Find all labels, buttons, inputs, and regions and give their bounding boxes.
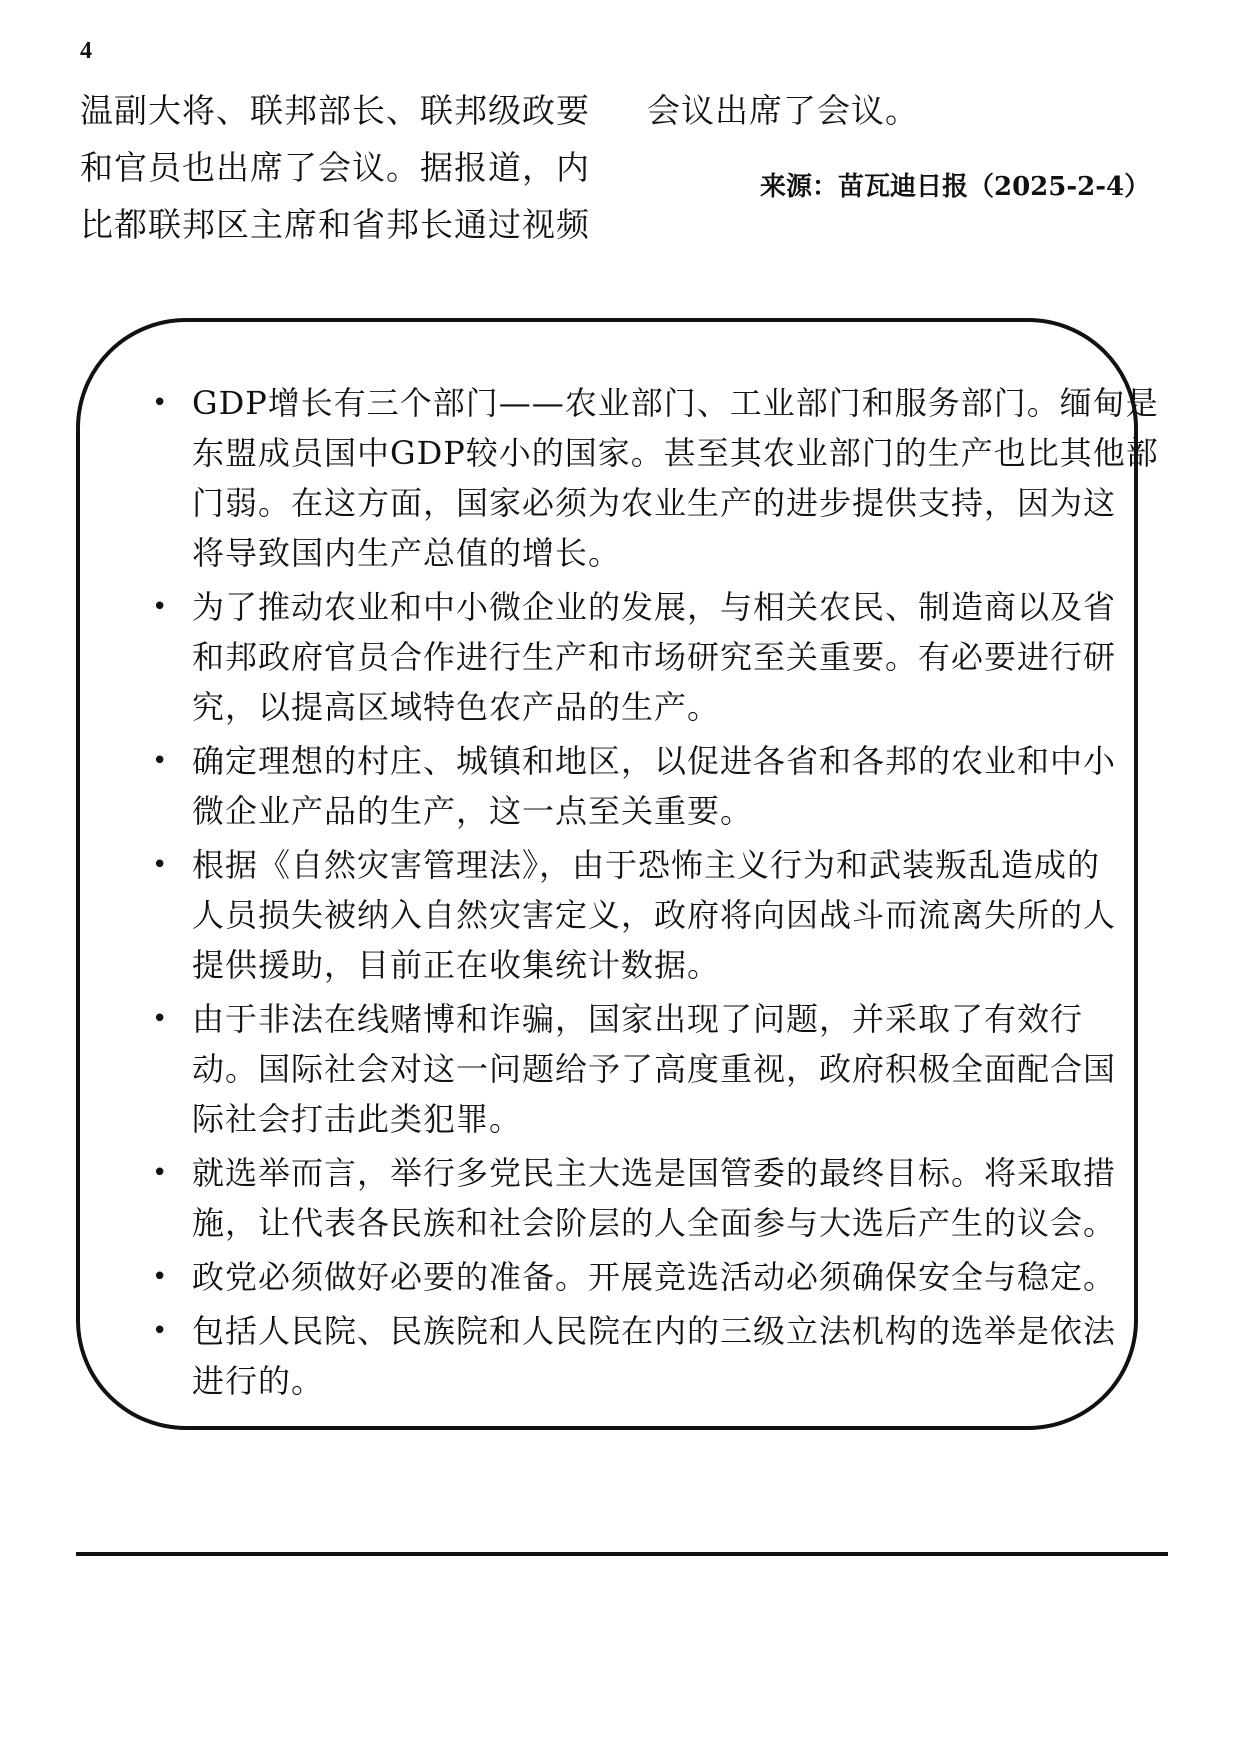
summary-item bbox=[152, 582, 1132, 732]
summary-item bbox=[152, 378, 1159, 578]
bullet-icon: • bbox=[152, 388, 168, 418]
summary-item-text bbox=[192, 1252, 1132, 1302]
bullet-icon: • bbox=[152, 1316, 168, 1346]
summary-line: 际社会打击此类犯罪。 bbox=[192, 1100, 523, 1138]
bullet-icon: • bbox=[152, 592, 168, 622]
article-text-right-column bbox=[647, 82, 1167, 139]
article-line: 会议出席了会议。 bbox=[647, 91, 919, 130]
summary-item bbox=[152, 1306, 1132, 1406]
summary-line: 就选举而言，举行多党民主大选是国管委的最终目标。将采取措 bbox=[192, 1154, 1117, 1192]
article-line: 比都联邦区主席和省邦长通过视频 bbox=[80, 205, 590, 244]
summary-line: 施，让代表各民族和社会阶层的人全面参与大选后产生的议会。 bbox=[192, 1204, 1117, 1242]
summary-line: 政党必须做好必要的准备。开展竞选活动必须确保安全与稳定。 bbox=[192, 1258, 1117, 1296]
summary-line: 和邦政府官员合作进行生产和市场研究至关重要。有必要进行研 bbox=[192, 638, 1117, 676]
article-line: 温副大将、联邦部长、联邦级政要 bbox=[80, 91, 590, 130]
summary-item-text bbox=[192, 994, 1132, 1144]
summary-item-text bbox=[192, 1148, 1132, 1248]
summary-line: 为了推动农业和中小微企业的发展，与相关农民、制造商以及省 bbox=[192, 588, 1117, 626]
summary-item bbox=[152, 1252, 1132, 1302]
summary-item-text bbox=[192, 582, 1132, 732]
summary-item bbox=[152, 736, 1132, 836]
summary-line: 微企业产品的生产，这一点至关重要。 bbox=[192, 792, 754, 830]
article-text-left-column bbox=[80, 82, 620, 253]
summary-item-text bbox=[192, 1306, 1132, 1406]
summary-line: GDP增长有三个部门——农业部门、工业部门和服务部门。缅甸是 bbox=[192, 384, 1159, 422]
bullet-icon: • bbox=[152, 850, 168, 880]
summary-item-text bbox=[192, 378, 1159, 578]
summary-line: 包括人民院、民族院和人民院在内的三级立法机构的选举是依法 bbox=[192, 1312, 1117, 1350]
summary-line: 确定理想的村庄、城镇和地区，以促进各省和各邦的农业和中小 bbox=[192, 742, 1117, 780]
source-citation: 来源：苗瓦迪日报（2025-2-4） bbox=[760, 172, 1151, 202]
summary-line: 将导致国内生产总值的增长。 bbox=[192, 534, 622, 572]
summary-line: 究，以提高区域特色农产品的生产。 bbox=[192, 688, 721, 726]
summary-item bbox=[152, 840, 1132, 990]
summary-line: 进行的。 bbox=[192, 1362, 325, 1400]
summary-line: 东盟成员国中GDP较小的国家。甚至其农业部门的生产也比其他部 bbox=[192, 434, 1159, 472]
bullet-icon: • bbox=[152, 1004, 168, 1034]
bullet-icon: • bbox=[152, 746, 168, 776]
summary-line: 由于非法在线赌博和诈骗，国家出现了问题，并采取了有效行 bbox=[192, 1000, 1084, 1038]
footer-divider bbox=[76, 1552, 1168, 1556]
summary-item-text bbox=[192, 736, 1132, 836]
summary-line: 根据《自然灾害管理法》，由于恐怖主义行为和武装叛乱造成的 bbox=[192, 846, 1101, 884]
summary-line: 动。国际社会对这一问题给予了高度重视，政府积极全面配合国 bbox=[192, 1050, 1117, 1088]
article-line: 和官员也出席了会议。据报道，内 bbox=[80, 148, 590, 187]
summary-item bbox=[152, 1148, 1132, 1248]
summary-list bbox=[152, 378, 1159, 1410]
summary-item-text bbox=[192, 840, 1132, 990]
summary-item bbox=[152, 994, 1132, 1144]
summary-line: 提供援助，目前正在收集统计数据。 bbox=[192, 946, 721, 984]
summary-line: 门弱。在这方面，国家必须为农业生产的进步提供支持，因为这 bbox=[192, 484, 1117, 522]
summary-box bbox=[76, 318, 1159, 1430]
bullet-icon: • bbox=[152, 1158, 168, 1188]
summary-line: 人员损失被纳入自然灾害定义，政府将向因战斗而流离失所的人 bbox=[192, 896, 1117, 934]
bullet-icon: • bbox=[152, 1262, 168, 1292]
page-number: 4 bbox=[80, 38, 92, 64]
